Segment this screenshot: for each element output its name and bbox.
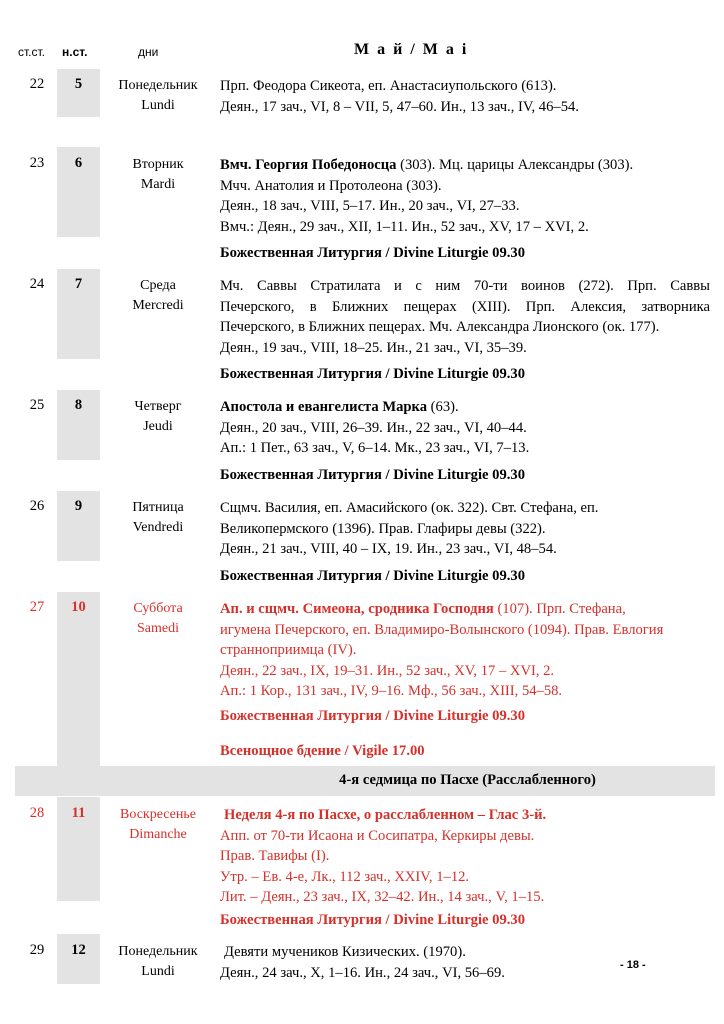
old-style-date: 25 (29, 397, 45, 413)
entry-text (220, 397, 710, 459)
feast-name: Ап. и сщмч. Симеона, сродника Господня (220, 601, 494, 617)
weekday-fr: Jeudi (143, 419, 173, 434)
entry-text (220, 276, 710, 358)
old-style-date: 29 (29, 942, 45, 958)
entry-text (220, 155, 710, 237)
entry-line: Печерского, в Ближних пещерах (XIII). Прп. Алексия, затворника (220, 298, 710, 315)
weekday-fr: Dimanche (129, 827, 187, 842)
new-style-date: 12 (71, 942, 86, 958)
entry-line: Ап.: 1 Кор., 131 зач., IV, 9–16. Мф., 56 зач., XIII, 54–58. (220, 683, 563, 699)
weekday-ru: Вторник (132, 157, 184, 172)
entry-line: Прп. Феодора Сикеота, еп. Анастасиупольского (613). (220, 78, 557, 94)
column-header-days: дни (138, 45, 159, 59)
liturgy-time: Божественная Литургия / Divine Liturgie 09.30 (220, 568, 525, 584)
column-header-new-style: н.ст. (62, 45, 88, 59)
weekday-ru: Воскресенье (120, 807, 196, 822)
entry-line: Деян., 17 зач., VI, 8 – VII, 5, 47–60. Ин., 13 зач., IV, 46–54. (220, 98, 579, 115)
entry-line: Апп. от 70-ти Исаона и Сосипатра, Керкиры девы. (220, 827, 535, 844)
entry-line (220, 805, 710, 826)
weekday-ru: Понедельник (118, 78, 198, 93)
weekday-ru: Среда (140, 278, 176, 293)
weekday-ru: Понедельник (118, 944, 198, 959)
new-style-date: 9 (74, 498, 83, 514)
old-style-date: 23 (29, 155, 45, 171)
weekday-fr: Mardi (140, 177, 176, 192)
feast-name: Вмч. Георгия Победоносца (220, 157, 397, 173)
weekday-fr: Vendredi (132, 520, 184, 535)
entry-line: Деян., 18 зач., VIII, 5–17. Ин., 20 зач., VI, 27–33. (220, 198, 520, 214)
liturgy-time: Божественная Литургия / Divine Liturgie 09.30 (220, 245, 525, 261)
weekday (103, 155, 213, 195)
entry-line: Мч. Саввы Стратилата и с ним 70-ти воинов (272). Прп. Саввы (220, 278, 710, 294)
feast-name: Апостола и евангелиста Марка (220, 399, 428, 415)
entry-text (220, 599, 710, 702)
entry-text (220, 76, 710, 117)
entry-line: игумена Печерского, еп. Владимиро-Волынского (1094). Прав. Евлогия (220, 621, 664, 638)
weekday (103, 397, 213, 437)
weekday (103, 76, 213, 116)
liturgy-time: Божественная Литургия / Divine Liturgie 09.30 (220, 912, 525, 928)
entry-line (220, 599, 710, 620)
entry-line: Печерского, в Ближних пещерах. Мч. Александра Лионского (ок. 177). (220, 319, 660, 335)
new-style-date: 8 (74, 397, 83, 413)
weekday-fr: Lundi (141, 964, 175, 979)
entry-line: Деян., 24 зач., X, 1–16. Ин., 24 зач., VI, 56–69. (220, 964, 505, 981)
old-style-date: 28 (29, 805, 45, 821)
entry-text (220, 942, 610, 983)
liturgy-time: Божественная Литургия / Divine Liturgie 09.30 (220, 708, 525, 724)
weekday (103, 942, 213, 982)
entry-line: Лит. – Деян., 23 зач., IX, 32–42. Ин., 14 зач., V, 1–15. (220, 889, 545, 905)
old-style-date: 26 (29, 498, 45, 514)
new-style-date: 5 (74, 76, 83, 92)
entry-line (220, 397, 710, 418)
entry-line: Великопермского (1396). Прав. Глафиры девы (322). (220, 520, 546, 537)
entry-line: Вмч.: Деян., 29 зач., XII, 1–11. Ин., 52 зач., XV, 17 – XVI, 2. (220, 218, 589, 235)
entry-text (220, 498, 710, 560)
entry-line-rest: (63). (427, 399, 459, 415)
weekday-fr: Lundi (141, 98, 175, 113)
week-heading: 4-я седмица по Пасхе (Расслабленного) (339, 772, 596, 788)
entry-text (220, 805, 710, 908)
entry-line: Утр. – Ев. 4-е, Лк., 112 зач., XXIV, 1–12. (220, 868, 470, 885)
entry-line: странноприимца (IV). (220, 642, 357, 658)
entry-line: Сщмч. Василия, еп. Амасийского (ок. 322). Свт. Стефана, еп. (220, 500, 599, 516)
weekday (103, 276, 213, 316)
entry-line-rest: (303). Мц. царицы Александры (303). (396, 157, 634, 173)
column-header-old-style: ст.ст. (18, 45, 45, 59)
entry-line-rest: (107). Прп. Стефана, (493, 601, 626, 617)
weekday-fr: Mercredi (132, 298, 184, 313)
weekday-ru: Четверг (134, 399, 182, 414)
old-style-date: 24 (29, 276, 45, 292)
new-style-date: 10 (71, 599, 86, 615)
feast-name: Неделя 4-я по Пасхе, о расслабленном – Глас 3-й. (224, 807, 547, 823)
entry-line (220, 155, 710, 176)
entry-line: Прав. Тавифы (I). (220, 848, 330, 864)
new-style-date: 6 (74, 155, 83, 171)
entry-line: Девяти мучеников Кизических. (1970). (224, 944, 466, 960)
new-style-date: 11 (71, 805, 86, 821)
page-number: - 18 - (620, 959, 646, 971)
weekday (103, 498, 213, 538)
entry-line: Деян., 22 зач., IX, 19–31. Ин., 52 зач., XV, 17 – XVI, 2. (220, 662, 555, 679)
old-style-date: 22 (29, 76, 45, 92)
weekday (103, 805, 213, 845)
entry-line: Деян., 21 зач., VIII, 40 – IX, 19. Ин., 23 зач., VI, 48–54. (220, 541, 557, 557)
liturgy-time: Божественная Литургия / Divine Liturgie 09.30 (220, 467, 525, 483)
entry-line: Мчч. Анатолия и Протолеона (303). (220, 177, 442, 194)
liturgy-time: Божественная Литургия / Divine Liturgie 09.30 (220, 366, 525, 382)
entry-line: Деян., 19 зач., VIII, 18–25. Ин., 21 зач., VI, 35–39. (220, 339, 527, 356)
month-title: М а й / M a i (354, 41, 469, 58)
weekday (103, 599, 213, 639)
old-style-date: 27 (29, 599, 45, 615)
date-cell-bg (57, 592, 100, 766)
entry-line: Ап.: 1 Пет., 63 зач., V, 6–14. Мк., 23 зач., VI, 7–13. (220, 440, 530, 456)
new-style-date: 7 (74, 276, 83, 292)
weekday-ru: Суббота (133, 601, 183, 616)
entry-line: Деян., 20 зач., VIII, 26–39. Ин., 22 зач., VI, 40–44. (220, 419, 527, 436)
weekday-ru: Пятница (132, 500, 184, 515)
weekday-fr: Samedi (137, 621, 179, 636)
vigil-time: Всенощное бдение / Vigile 17.00 (220, 743, 425, 759)
